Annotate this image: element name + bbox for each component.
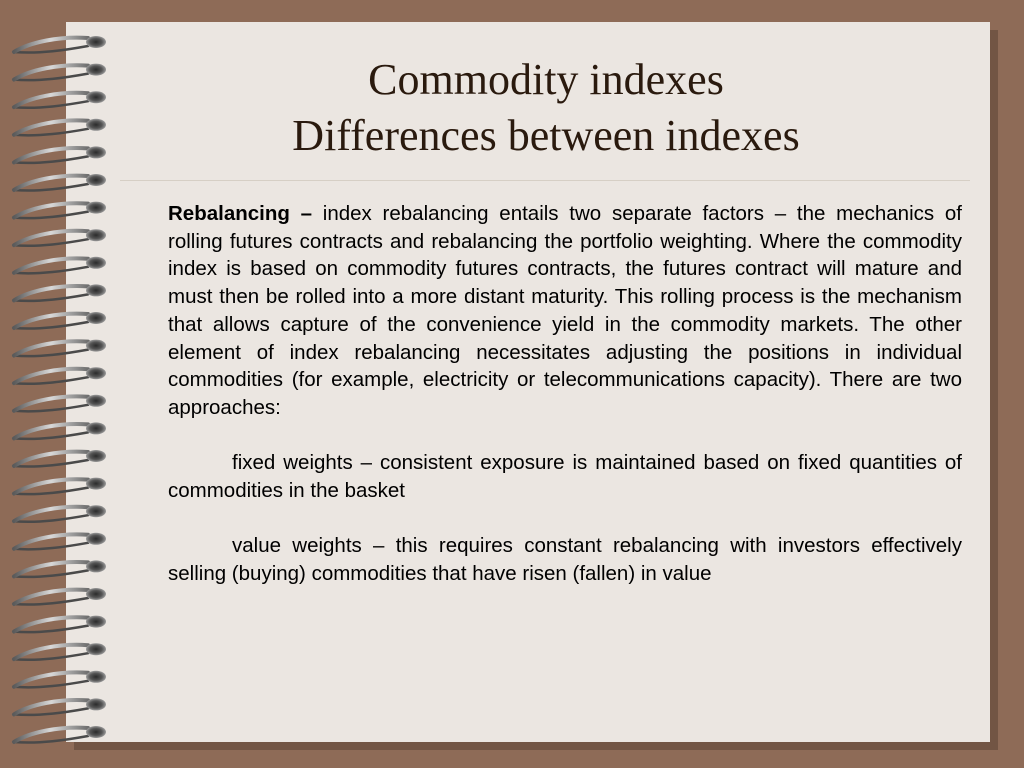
approach-value-weights: value weights – this requires constant rebalancing with investors effectively selling (buying) commodities that have risen (fallen) in value bbox=[168, 534, 962, 586]
spiral-coil bbox=[14, 422, 106, 439]
slide-title bbox=[66, 52, 1024, 164]
spiral-coil bbox=[14, 588, 106, 605]
spiral-coil bbox=[14, 284, 106, 301]
spiral-coil bbox=[14, 395, 106, 412]
spiral-coil bbox=[14, 229, 106, 246]
paragraph-text: index rebalancing entails two separate factors – the mechanics of rolling futures contracts and rebalancing the portfolio weighting. Where the commodity index is based on commodity futures contracts, the futures contract will mature and must then be rolled into a more distant maturity. This rolling process is the mechanism that allows capture of the convenience yield in the commodity markets. The other element of index rebalancing necessitates adjusting the positions in individual commodities (for example, electricity or telecommunications capacity). There are two approaches: bbox=[168, 202, 962, 419]
spiral-coil bbox=[14, 36, 106, 53]
spiral-coil bbox=[14, 450, 106, 467]
title-line-2: Differences between indexes bbox=[292, 111, 800, 160]
spiral-coil bbox=[14, 505, 106, 522]
slide-body bbox=[168, 200, 962, 588]
spiral-coil bbox=[14, 478, 106, 495]
title-divider bbox=[120, 180, 970, 181]
lead-term: Rebalancing – bbox=[168, 202, 313, 225]
spiral-coil bbox=[14, 533, 106, 550]
spiral-coil bbox=[14, 257, 106, 274]
spiral-coil bbox=[14, 340, 106, 357]
spiral-coil bbox=[14, 643, 106, 660]
spiral-coil bbox=[14, 174, 106, 191]
spiral-coil bbox=[14, 698, 106, 715]
approach-fixed-weights: fixed weights – consistent exposure is maintained based on fixed quantities of commodities in the basket bbox=[168, 451, 962, 503]
title-line-1: Commodity indexes bbox=[368, 55, 724, 104]
spiral-coil bbox=[14, 560, 106, 577]
spiral-coil bbox=[14, 312, 106, 329]
spiral-coil bbox=[14, 616, 106, 633]
spiral-coil bbox=[14, 202, 106, 219]
spiral-coil bbox=[14, 367, 106, 384]
spiral-coil bbox=[14, 726, 106, 743]
rebalancing-paragraph bbox=[168, 200, 962, 422]
spiral-coil bbox=[14, 671, 106, 688]
